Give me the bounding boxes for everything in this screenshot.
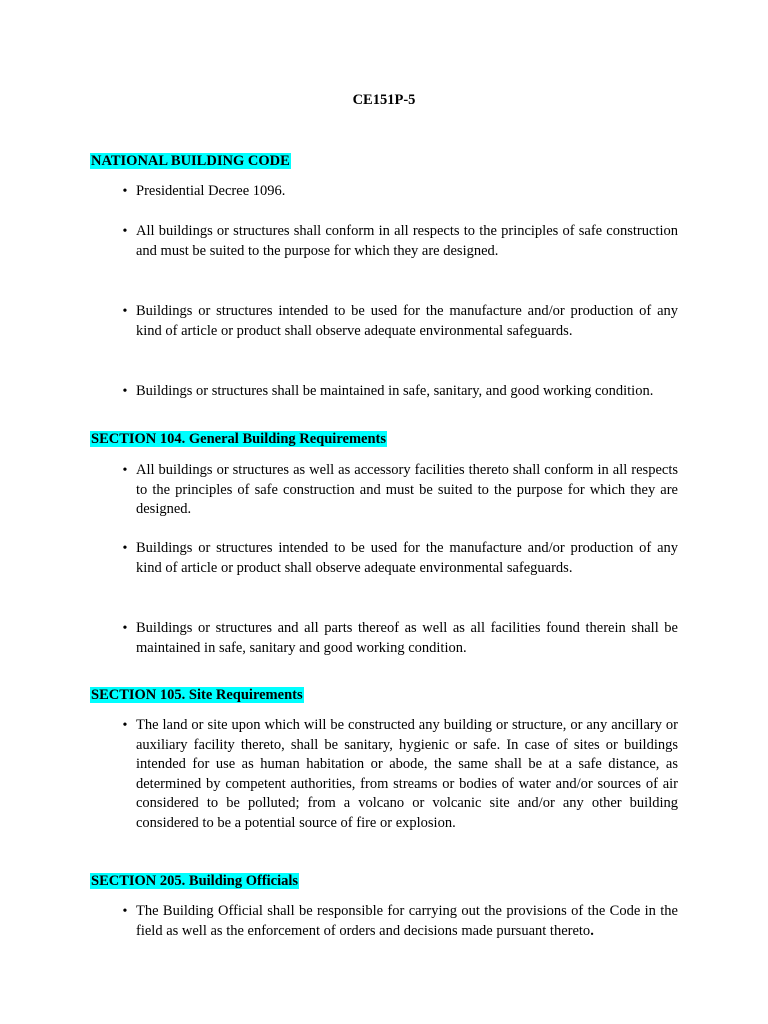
bullet-icon: • — [122, 384, 128, 399]
heading-highlight: SECTION 105. Site Requirements — [91, 687, 303, 703]
list-item — [114, 539, 678, 578]
list-item-text: Buildings or structures intended to be used for the manufacture and/or production of any kind of article or product shall observe adequate environmental safeguards. — [136, 540, 678, 576]
list-item-text — [136, 902, 678, 941]
bullet-icon: • — [122, 718, 128, 733]
bullet-icon: • — [122, 904, 128, 919]
list-item-text: Buildings or structures and all parts thereof as well as all facilities found therein shall be maintained in safe, sanitary and good working condition. — [136, 620, 678, 656]
list-item-text: Presidential Decree 1096. — [136, 183, 286, 199]
section-heading-section-104 — [90, 430, 387, 449]
bullet-icon: • — [122, 224, 128, 239]
list-item-text: The land or site upon which will be constructed any building or structure, or any ancillary or auxiliary facility thereto, shall be sanitary, hygienic or safe. In case of sites or buildings intended for use as human habitation or abode, the same shall be at a safe distance, as determined by competent authorities, from streams or bodies of water and/or sources of air considered to be polluted; from a volcano or volcanic site and/or any other building considered to be a potential source of fire or explosion. — [136, 717, 678, 831]
list-item — [114, 302, 678, 341]
bullet-icon: • — [122, 621, 128, 636]
document-title: CE151P-5 — [352, 92, 416, 108]
list-item — [114, 461, 678, 520]
list-item — [114, 222, 678, 261]
heading-highlight: SECTION 104. General Building Requirements — [91, 431, 386, 447]
list-item-body: The Building Official shall be responsible for carrying out the provisions of the Code in the field as well as the enforcement of orders and decisions made pursuant thereto — [136, 903, 678, 939]
bullet-icon: • — [122, 184, 128, 199]
list-item — [114, 619, 678, 658]
list-item — [114, 382, 678, 402]
bullet-icon: • — [122, 541, 128, 556]
list-item-text: All buildings or structures shall conform in all respects to the principles of safe construction and must be suited to the purpose for which they are designed. — [136, 223, 678, 259]
heading-highlight: SECTION 205. Building Officials — [91, 873, 299, 889]
list-item-text: Buildings or structures intended to be used for the manufacture and/or production of any kind of article or product shall observe adequate environmental safeguards. — [136, 303, 678, 339]
section-heading-national-building-code — [90, 152, 291, 171]
list-item-text: Buildings or structures shall be maintained in safe, sanitary, and good working condition. — [136, 383, 654, 399]
list-item-text: All buildings or structures as well as accessory facilities thereto shall conform in all respects to the principles of safe construction and must be suited to the purpose for which they are designed. — [136, 462, 678, 517]
section-heading-section-105 — [90, 686, 304, 705]
section-heading-section-205 — [90, 872, 299, 891]
bullet-icon: • — [122, 304, 128, 319]
list-item-suffix: . — [590, 922, 594, 939]
heading-highlight: NATIONAL BUILDING CODE — [91, 153, 290, 169]
list-item — [114, 902, 678, 941]
list-item — [114, 182, 678, 202]
list-item — [114, 716, 678, 833]
bullet-icon: • — [122, 463, 128, 478]
